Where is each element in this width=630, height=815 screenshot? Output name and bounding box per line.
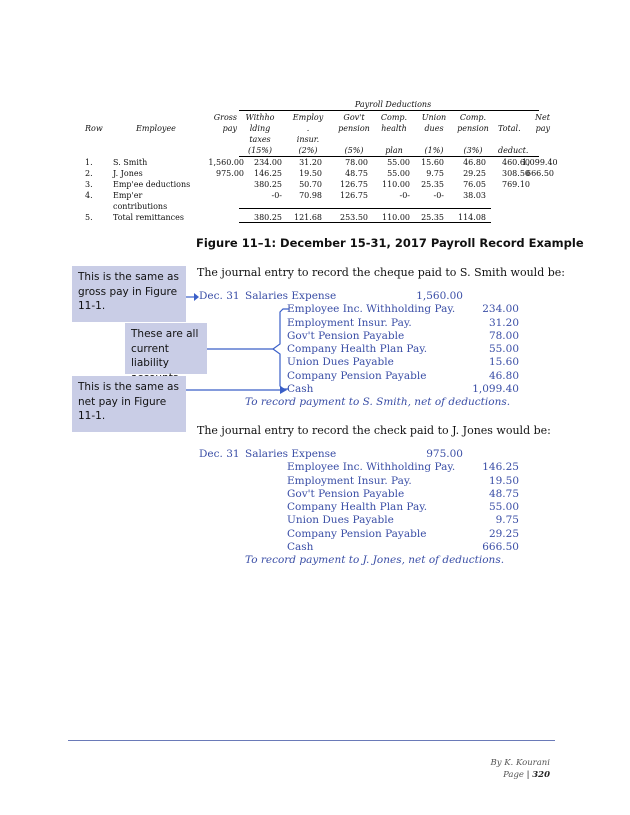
credit-amount: 9.75: [495, 514, 519, 527]
col-employ-3: insur.: [296, 135, 320, 144]
col-union: Union: [421, 113, 447, 122]
col-health-4: plan: [385, 146, 403, 155]
credit-amount: 55.00: [488, 343, 519, 356]
payroll-cell-net: 666.50: [526, 169, 554, 178]
credit-amount: 666.50: [482, 541, 519, 554]
col-withholding: Withho: [245, 113, 275, 122]
credit-amount: 1,099.40: [472, 383, 519, 396]
payroll-cell-union: 15.60: [421, 158, 444, 167]
payroll-cell-name: S. Smith: [113, 158, 148, 167]
entry-memo: To record payment to J. Jones, net of deductions.: [245, 554, 505, 567]
col-employee: Employee: [136, 124, 176, 133]
payroll-cell-govt: 48.75: [345, 169, 368, 178]
payroll-cell-name: Emp'ee deductions: [113, 180, 191, 189]
credit-account: Employee Inc. Withholding Pay.: [287, 303, 456, 316]
credit-amount: 15.60: [488, 356, 519, 369]
payroll-cell-gross: 1,560.00: [208, 158, 244, 167]
payroll-cell-health: 110.00: [382, 213, 410, 222]
credit-amount: 31.20: [488, 316, 519, 329]
credit-amount: 48.75: [488, 487, 519, 500]
payroll-cell-govt: 126.75: [340, 191, 368, 200]
entry-date: Dec. 31: [199, 290, 240, 302]
payroll-cell-govt: 126.75: [340, 180, 368, 189]
payroll-cell-withholding: 380.25: [254, 180, 282, 189]
arrow-gross-head: [194, 293, 199, 301]
credit-amount: 146.25: [482, 461, 519, 474]
payroll-cell-withholding: 146.25: [254, 169, 282, 178]
footer-rule: [68, 740, 555, 741]
col-union-4: (1%): [424, 146, 444, 155]
intro-paragraph-smith: The journal entry to record the cheque paid to S. Smith would be:: [197, 266, 565, 279]
col-employ-4: (2%): [298, 146, 318, 155]
col-row: Row: [85, 124, 103, 133]
credit-amount: 46.80: [488, 369, 519, 382]
payroll-cell-pension: 29.25: [463, 169, 486, 178]
payroll-cell-withholding: 234.00: [254, 158, 282, 167]
credit-amount: 78.00: [488, 329, 519, 342]
liability-bracket: [273, 309, 289, 389]
credit-account: Employee Inc. Withholding Pay.: [287, 461, 456, 474]
col-gross-2: pay: [222, 124, 237, 133]
intro-paragraph-jones: The journal entry to record the check paid to J. Jones would be:: [197, 424, 551, 437]
credit-account: Union Dues Payable: [287, 356, 394, 369]
credit-account: Cash: [287, 383, 314, 396]
credit-account: Company Health Plan Pay.: [287, 343, 428, 356]
payroll-cell-gross: 975.00: [216, 169, 244, 178]
credit-account: Union Dues Payable: [287, 514, 394, 527]
payroll-cell-pension: 38.03: [463, 191, 486, 200]
credit-account: Cash: [287, 541, 314, 554]
credit-amount: 19.50: [488, 474, 519, 487]
footer-page-number: 320: [532, 770, 550, 780]
payroll-cell-num: 2.: [85, 169, 93, 178]
callout-liability: These are all current liability: [125, 323, 207, 374]
payroll-cell-employ: 31.20: [299, 158, 322, 167]
col-govt-2: pension: [338, 124, 370, 133]
payroll-cell-pension: 114.08: [458, 213, 486, 222]
payroll-cell-num: 4.: [85, 191, 93, 200]
col-net: Net: [535, 113, 550, 122]
col-employ: Employ: [292, 113, 324, 122]
col-net-2: pay: [535, 124, 550, 133]
payroll-cell-name-cont: contributions: [113, 202, 168, 211]
arrow-net-head: [280, 386, 287, 394]
debit-account: Salaries Expense: [245, 290, 337, 302]
col-govt-4: (5%): [344, 146, 364, 155]
payroll-cell-health: 55.00: [387, 158, 410, 167]
payroll-cell-employ: 70.98: [299, 191, 322, 200]
entry-memo: To record payment to S. Smith, net of deductions.: [245, 396, 511, 409]
payroll-cell-health: 55.00: [387, 169, 410, 178]
payroll-cell-withholding: 380.25: [254, 213, 282, 222]
col-total: Total.: [498, 124, 521, 133]
col-health-2: health: [381, 124, 407, 133]
col-pension: Comp.: [459, 113, 487, 122]
col-health: Comp.: [380, 113, 408, 122]
credit-account: Gov't Pension Payable: [287, 487, 405, 500]
payroll-cell-union: 25.35: [421, 213, 444, 222]
payroll-cell-health: -0-: [399, 191, 410, 200]
payroll-cell-total: 308.50: [502, 169, 530, 178]
figure-title: Figure 11–1: December 15-31, 2017 Payroll Record Example: [196, 236, 584, 250]
callout-gross-pay: This is the same as gross pay in Figure 11-1.: [72, 266, 186, 322]
payroll-cell-num: 3.: [85, 180, 93, 189]
credit-account: Company Pension Payable: [287, 527, 427, 540]
credit-account: Company Health Plan Pay.: [287, 501, 428, 514]
debit-account: Salaries Expense: [245, 448, 337, 460]
debit-amount: 1,560.00: [416, 290, 463, 302]
callout-net-pay: This is the same as net pay in Figure 11-1.: [72, 376, 186, 432]
debit-amount: 975.00: [426, 448, 463, 460]
col-total-2: deduct.: [498, 146, 529, 155]
credit-amount: 55.00: [488, 501, 519, 514]
credit-account: Employment Insur. Pay.: [287, 316, 412, 329]
payroll-cell-net: 1,099.40: [522, 158, 558, 167]
col-withholding-3: taxes: [249, 135, 271, 144]
payroll-cell-withholding: -0-: [271, 191, 282, 200]
payroll-cell-num: 5.: [85, 213, 93, 222]
credit-amount: 234.00: [482, 303, 519, 316]
col-pension-4: (3%): [463, 146, 483, 155]
credit-amount: 29.25: [488, 527, 519, 540]
col-withholding-4: (15%): [247, 146, 273, 155]
payroll-cell-name: J. Jones: [113, 169, 143, 178]
col-pension-2: pension: [457, 124, 489, 133]
payroll-cell-govt: 78.00: [345, 158, 368, 167]
payroll-cell-name: Emp'er: [113, 191, 143, 200]
credit-account: Gov't Pension Payable: [287, 329, 405, 342]
payroll-cell-employ: 121.68: [294, 213, 322, 222]
group-header: Payroll Deductions: [354, 100, 432, 109]
payroll-cell-union: 9.75: [426, 169, 444, 178]
credit-account: Employment Insur. Pay.: [287, 474, 412, 487]
payroll-cell-name: Total remittances: [113, 213, 184, 222]
payroll-cell-employ: 50.70: [299, 180, 322, 189]
footer-author: By K. Kourani: [490, 758, 550, 768]
payroll-cell-govt: 253.50: [340, 213, 368, 222]
col-gross: Gross: [213, 113, 237, 122]
credit-account: Company Pension Payable: [287, 369, 427, 382]
payroll-cell-employ: 19.50: [299, 169, 322, 178]
payroll-cell-pension: 76.05: [463, 180, 486, 189]
payroll-cell-num: 1.: [85, 158, 93, 167]
payroll-cell-health: 110.00: [382, 180, 410, 189]
col-employ-2: .: [306, 124, 310, 133]
payroll-cell-total: 460.60: [502, 158, 530, 167]
col-govt: Gov't: [343, 113, 365, 122]
payroll-cell-pension: 46.80: [463, 158, 486, 167]
payroll-cell-union: -0-: [433, 191, 444, 200]
payroll-cell-total: 769.10: [502, 180, 530, 189]
payroll-cell-union: 25.35: [421, 180, 444, 189]
footer-page-label: Page: [503, 770, 524, 780]
col-union-2: dues: [424, 124, 444, 133]
footer-page: Page | 320: [503, 770, 550, 780]
col-withholding-2: lding: [249, 124, 271, 133]
entry-date: Dec. 31: [199, 448, 240, 460]
